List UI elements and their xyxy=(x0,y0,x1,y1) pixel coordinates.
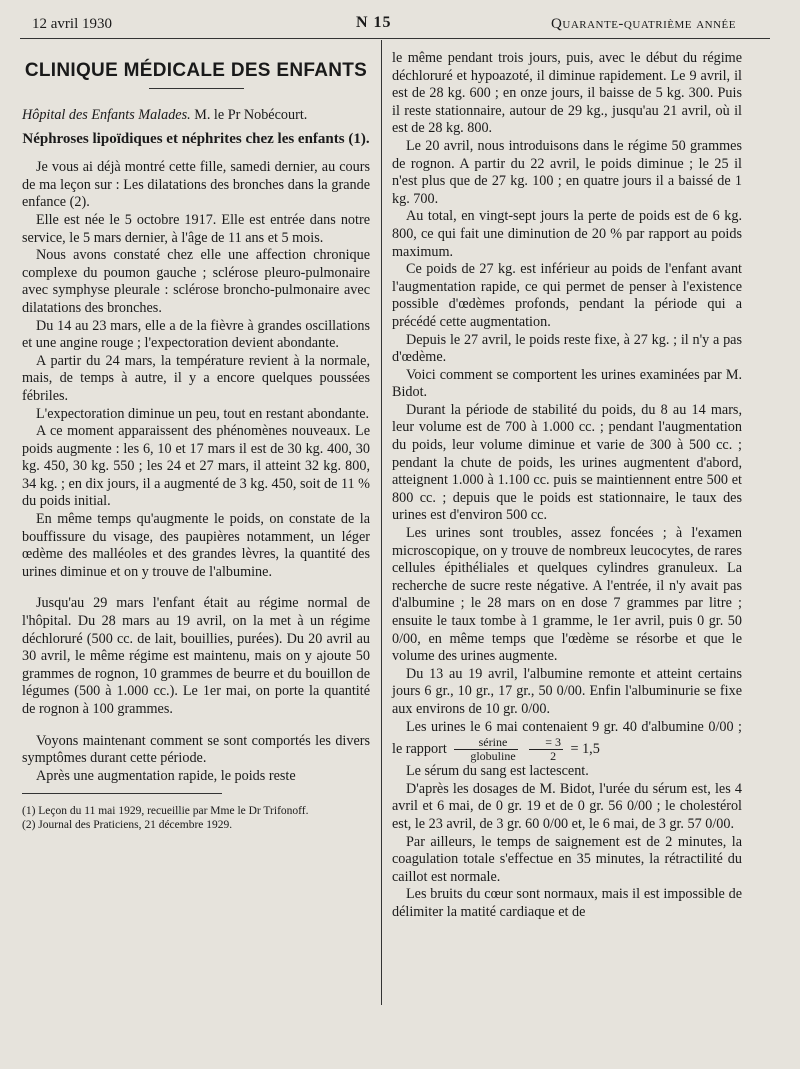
hospital-line xyxy=(22,107,370,125)
paragraph: Voici comment se comportent les urines examinées par M. Bidot. xyxy=(392,366,742,401)
paragraph: Le sérum du sang est lactescent. xyxy=(406,763,589,780)
paragraph: Nous avons constaté chez elle une affection chronique complexe du poumon gauche ; sclérose pleuro-pulmonaire avec symphyse pleurale : sclérose broncho-pulmonaire avec dilatations des bronches. xyxy=(22,247,370,316)
paragraph: En même temps qu'augmente le poids, on constate de la bouffissure du visage, des paupières notamment, un léger œdème des malléoles et des grandes lèvres, la quantité des urines diminue et on y trouve de l'albumine. xyxy=(22,511,370,580)
paragraph: Les bruits du cœur sont normaux, mais il est impossible de délimiter la matité cardiaque et de xyxy=(392,886,742,920)
running-header xyxy=(0,14,800,38)
paragraph: Par ailleurs, le temps de saignement est de 2 minutes, la coagulation totale s'effectue en 35 minutes, la rétractilité du caillot est normale. xyxy=(392,833,742,885)
paragraph: A partir du 24 mars, la température revient à la normale, mais, de temps à autre, il y a encore quelques poussées fébriles. xyxy=(22,352,370,404)
paragraph: Du 13 au 19 avril, l'albumine remonte et atteint certains jours 6 gr., 10 gr., 17 gr., 50 0/00. Enfin l'albuminurie se fixe aux environs de 10 gr. 0/00. xyxy=(392,665,742,717)
paragraph: Depuis le 27 avril, le poids reste fixe, à 27 kg. ; il n'y a pas d'œdème. xyxy=(392,331,742,366)
paragraph: Du 14 au 23 mars, elle a de la fièvre à grandes oscillations et une angine rouge ; l'expectoration devient abondante. xyxy=(22,317,370,352)
footnotes xyxy=(22,804,370,832)
ratio-result: = 1,5 xyxy=(570,740,600,757)
footnote-1: (1) Leçon du 11 mai 1929, recueillie par Mme le Dr Trifonoff. xyxy=(22,805,309,818)
ratio-numerator: sérine xyxy=(454,736,517,750)
paragraph: le même pendant trois jours, puis, avec le début du régime déchloruré et hypoazoté, il diminue rapidement. Le 9 avril, il est de 28 kg. 600 ; en onze jours, il baisse de 5 kg. 300. Puis il reste stationnaire, autour de 29 kg., jusqu'au 21 avril, où il est de 28 kg. 800. xyxy=(392,50,742,137)
right-column xyxy=(392,50,742,922)
paragraph: A ce moment apparaissent des phénomènes nouveaux. Le poids augmente : les 6, 10 et 17 mars il est de 30 kg. 400, 30 kg. 450, 30 kg. 550 ; les 24 et 27 mars, il atteint 32 kg. 800, 34 kg. ; en dix jours, il a augmenté de 3 kg. 450, soit de 11 % du poids initial. xyxy=(22,423,370,510)
header-date: 12 avril 1930 xyxy=(32,16,112,32)
header-year: Quarante-quatrième année xyxy=(551,16,736,32)
ratio-fraction xyxy=(454,736,517,763)
paragraph: L'expectoration diminue un peu, tout en restant abondante. xyxy=(36,405,370,422)
article-subtitle: Néphroses lipoïdiques et néphrites chez les enfants (1). xyxy=(22,131,370,148)
ratio-denominator: globuline xyxy=(470,749,516,764)
ratio-value-numerator: = 3 xyxy=(529,736,563,750)
paragraph: Les urines sont troubles, assez foncées ; à l'examen microscopique, on y trouve de nombreux leucocytes, de rares cellules épithéliales et quelques cylindres granuleux. La recherche de sucre reste négative. A l'entrée, il n'y avait pas d'albumine ; le 28 mars on en dose 7 grammes par litre ; ensuite le taux tombe à 1 gramme, le 1er avril, puis 0 gr. 50 0/00, en même temps que l'œdème se résorbe et que le volume des urines augmente. xyxy=(392,525,742,665)
paragraph: Le 20 avril, nous introduisons dans le régime 50 grammes de rognon. A partir du 22 avril, le poids diminue ; le 25 il n'est plus que de 27 kg. 100 ; en quatre jours il a baissé de 1 kg. 700. xyxy=(392,137,742,207)
paragraph: Je vous ai déjà montré cette fille, samedi dernier, au cours de ma leçon sur : Les dilatations des bronches dans la grande enfance (2). xyxy=(22,159,370,211)
author-name: M. le Pr Nobécourt. xyxy=(194,106,308,123)
ratio-paragraph xyxy=(392,719,742,764)
paragraph: Elle est née le 5 octobre 1917. Elle est entrée dans notre service, le 5 mars dernier, à l'âge de 11 ans et 5 mois. xyxy=(22,211,370,246)
article-title: CLINIQUE MÉDICALE DES ENFANTS xyxy=(24,60,368,81)
ratio-value-fraction xyxy=(529,736,563,763)
paragraph: Ce poids de 27 kg. est inférieur au poids de l'enfant avant l'augmentation rapide, ce qui permet de penser à l'existence possible d'œdèmes profonds, pendant la période qui a précédé cette augmentation. xyxy=(392,261,742,330)
paragraph: Jusqu'au 29 mars l'enfant était au régime normal de l'hôpital. Du 28 mars au 19 avril, on la met à un régime déchloruré (500 cc. de lait, bouillies, purées). Du 20 avril au 30 avril, le même régime est maintenu, mais on y ajoute 50 grammes de rognon, 10 grammes de beurre et du bouillon de légumes (500 à 1.000 cc.). Le 1er mai, on porte la quantité de rognon à 100 grammes. xyxy=(22,595,370,717)
left-column xyxy=(22,50,370,832)
paragraph: Après une augmentation rapide, le poids reste xyxy=(36,767,296,784)
paragraph: Au total, en vingt-sept jours la perte de poids est de 6 kg. 800, ce qui fait une diminution de 20 % par rapport au poids maximum. xyxy=(392,208,742,260)
hospital-name: Hôpital des Enfants Malades. xyxy=(22,106,191,123)
footnote-2: (2) Journal des Praticiens, 21 décembre 1929. xyxy=(22,819,233,832)
paragraph: Durant la période de stabilité du poids, du 8 au 14 mars, leur volume est de 700 à 1.000 cc. ; pendant l'augmentation du poids, leur volume diminue et varie de 300 à 500 cc. ; pendant la chute de poids, les urines augmentent d'abord, atteignent 1.000 à 1.100 cc. puis se maintiennent entre 500 et 800 cc. ; depuis que le poids est stationnaire, le taux des urines est d'environ 500 cc. xyxy=(392,401,742,524)
header-rule xyxy=(20,38,770,39)
title-rule xyxy=(149,88,244,89)
paragraph: D'après les dosages de M. Bidot, l'urée du sérum est, les 4 avril et 6 mai, de 0 gr. 19 et de 0 gr. 56 0/00 ; le cholestérol est, le 23 avril, de 3 gr. 60 0/00 et, le 6 mai, de 3 gr. 57 0/00. xyxy=(392,780,742,832)
paragraph: Voyons maintenant comment se sont comportés les divers symptômes durant cette période. xyxy=(22,732,370,767)
footnote-rule xyxy=(22,793,222,794)
ratio-value-denominator: 2 xyxy=(550,749,557,764)
column-divider xyxy=(381,40,382,1005)
ratio-text: Les urines le 6 mai contenaient 9 gr. 40 d'albumine 0/00 ; le rapport xyxy=(392,718,742,757)
header-issue-number: N 15 xyxy=(356,14,392,31)
